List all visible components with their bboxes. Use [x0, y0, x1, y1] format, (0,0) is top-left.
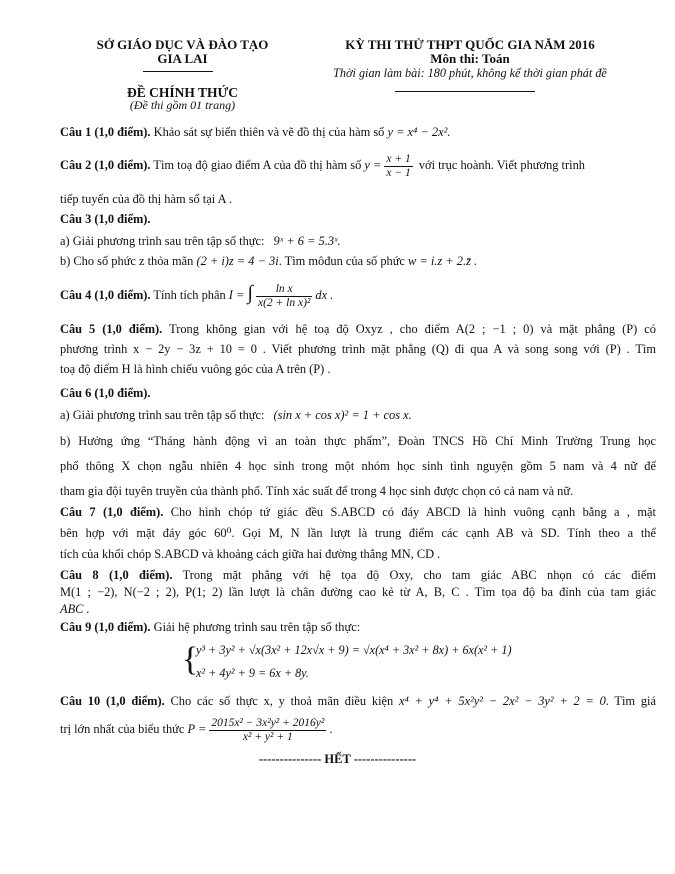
question-1 — [60, 125, 656, 140]
question-label: Câu 2 (1,0 điểm). — [60, 158, 151, 172]
question-7-line: tích của khối chóp S.ABCD và khoảng cách giữa hai đường thẳng MN, CD . — [60, 547, 441, 561]
question-label: Câu 10 (1,0 điểm). — [60, 694, 165, 708]
question-5-line: Câu 5 (1,0 điểm). Trong không gian với hệ toạ độ Oxyz , cho điểm A(2 ; −1 ; 0) và mặt phẳng (P) có — [60, 322, 656, 336]
question-5-line: phương trình x − 2y − 3z + 10 = 0 . Viết phương trình mặt phẳng (Q) đi qua A và song song với (P) . Tìm — [60, 342, 656, 356]
question-3a: a) Giải phương trình sau trên tập số thực: 9ˣ + 6 = 5.3ˣ. — [60, 234, 341, 248]
question-6-label: Câu 6 (1,0 điểm). — [60, 386, 151, 400]
question-label: Câu 8 (1,0 điểm). — [60, 568, 173, 582]
question-6b-line: b) Hưởng ứng “Tháng hành động vì an toàn thực phẩm”, Đoàn TNCS Hồ Chí Minh Trường Trung học — [60, 434, 656, 448]
math-expression: I = — [228, 288, 245, 302]
end-marker: --------------- HẾT --------------- — [258, 752, 417, 766]
fraction: $\frac{\text{ln x}}{\text{x(2 + ln x)²}}$ — [257, 282, 311, 309]
question-text: Tìm toạ độ giao điểm A của đồ thị hàm số — [153, 158, 362, 172]
question-text: với trục hoành. Viết phương trình — [418, 158, 585, 172]
question-6a: a) Giải phương trình sau trên tập số thực: (sin x + cos x)² = 1 + cos x. — [60, 408, 412, 422]
department-name: SỞ GIÁO DỤC VÀ ĐÀO TẠO — [96, 37, 269, 52]
math-expression: x⁴ + y⁴ + 5x²y² − 2x² − 3y² + 2 = 0 — [398, 694, 606, 708]
divider — [395, 91, 535, 92]
question-10-line: trị lớn nhất của biểu thức P = $\frac{\text{2015x² − 3x²y² + 2016y²}}{\text{x² + y² + 1}}$ . — [60, 716, 333, 743]
question-2 — [60, 150, 656, 180]
question-label: Câu 7 (1,0 điểm). — [60, 505, 164, 519]
question-9: Câu 9 (1,0 điểm). Giải hệ phương trình sau trên tập số thực: — [60, 620, 361, 634]
math-expression: P = — [187, 722, 207, 736]
question-10-line: Câu 10 (1,0 điểm). Cho các số thực x, y thoả mãn điều kiện x⁴ + y⁴ + 5x²y² − 2x² − 3y² + 2 = 0. Tìm giá — [60, 694, 656, 708]
subject: Môn thi: Toán — [430, 51, 510, 66]
fraction: $\frac{\text{2015x² − 3x²y² + 2016y²}}{\text{x² + y² + 1}}$ — [211, 716, 325, 743]
question-label: Câu 1 (1,0 điểm). — [60, 125, 151, 139]
question-label: Câu 4 (1,0 điểm). — [60, 288, 151, 302]
math-expression: y = x⁴ − 2x². — [387, 125, 451, 139]
question-4: Câu 4 (1,0 điểm). Tính tích phân I = ∫ $\frac{\text{ln x}}{\text{x(2 + ln x)²}}$ dx . — [60, 282, 334, 309]
math-expression: w = i.z + 2.z̄ . — [408, 254, 478, 268]
exam-title: KỲ THI THỬ THPT QUỐC GIA NĂM 2016 — [345, 37, 595, 52]
question-8-line: M(1 ; −2), N(−2 ; 2), P(1; 2) lần lượt là chân đường cao kẻ từ A, B, C . Tìm tọa độ ba đỉnh của tam giác — [60, 585, 656, 599]
system-brace: { — [182, 641, 199, 678]
question-text: Khảo sát sự biến thiên và vẽ đồ thị của hàm số — [153, 125, 385, 139]
province-name: GIA LAI — [157, 51, 208, 66]
question-2-line: tiếp tuyến của đồ thị hàm số tại A . — [60, 192, 233, 206]
official-label: ĐỀ CHÍNH THỨC — [126, 85, 238, 100]
question-8-line: Câu 8 (1,0 điểm). Trong mặt phẳng với hệ tọa độ Oxy, cho tam giác ABC nhọn có các điểm — [60, 568, 656, 582]
question-8-line: ABC . — [60, 602, 90, 616]
system-equation-2: x² + 4y² + 9 = 6x + 8y. — [196, 666, 309, 680]
question-3b: b) Cho số phức z thỏa mãn (2 + i)z = 4 − 3i. Tìm môđun của số phức w = i.z + 2.z̄ . — [60, 254, 478, 268]
divider — [143, 71, 213, 72]
fraction: $\frac{x + 1}{x - 1}$ — [386, 152, 411, 179]
question-7-line: Câu 7 (1,0 điểm). Cho hình chóp tứ giác đều S.ABCD có đáy ABCD là hình vuông cạnh bằng a , mặt — [60, 505, 656, 519]
question-5-line: toạ độ điểm H là hình chiếu vuông góc của A trên (P) . — [60, 362, 331, 376]
question-3-label: Câu 3 (1,0 điểm). — [60, 212, 151, 226]
math-expression: (2 + i)z = 4 − 3i — [196, 254, 279, 268]
math-expression: 9ˣ + 6 = 5.3ˣ. — [273, 234, 341, 248]
integral-sign: ∫ — [247, 282, 253, 304]
question-label: Câu 5 (1,0 điểm). — [60, 322, 163, 336]
page-count: (Đề thi gồm 01 trang) — [129, 98, 236, 112]
question-label: Câu 9 (1,0 điểm). — [60, 620, 151, 634]
question-7-line: bên hợp với mặt đáy góc 60⁰. Gọi M, N lần lượt là trung điểm các cạnh AB và SD. Tính theo a thể — [60, 526, 656, 540]
question-6b-line: phổ thông X chọn ngẫu nhiên 4 học sinh trong một nhóm học sinh tình nguyện gồm 5 nam và 4 nữ để — [60, 459, 656, 473]
math-expression: (sin x + cos x)² = 1 + cos x. — [273, 408, 412, 422]
system-equation-1: y³ + 3y² + √x(3x² + 12x√x + 9) = √x(x⁴ + 3x² + 8x) + 6x(x² + 1) — [196, 643, 512, 657]
question-6b-line: tham gia đội tuyên truyền của thành phố. Tính xác suất để trong 4 học sinh được chọn có cả nam và nữ. — [60, 484, 574, 498]
math-expression: y = — [364, 158, 382, 172]
question-text: Tính tích phân — [153, 288, 226, 302]
time-limit: Thời gian làm bài: 180 phút, không kể thời gian phát đề — [333, 66, 607, 80]
